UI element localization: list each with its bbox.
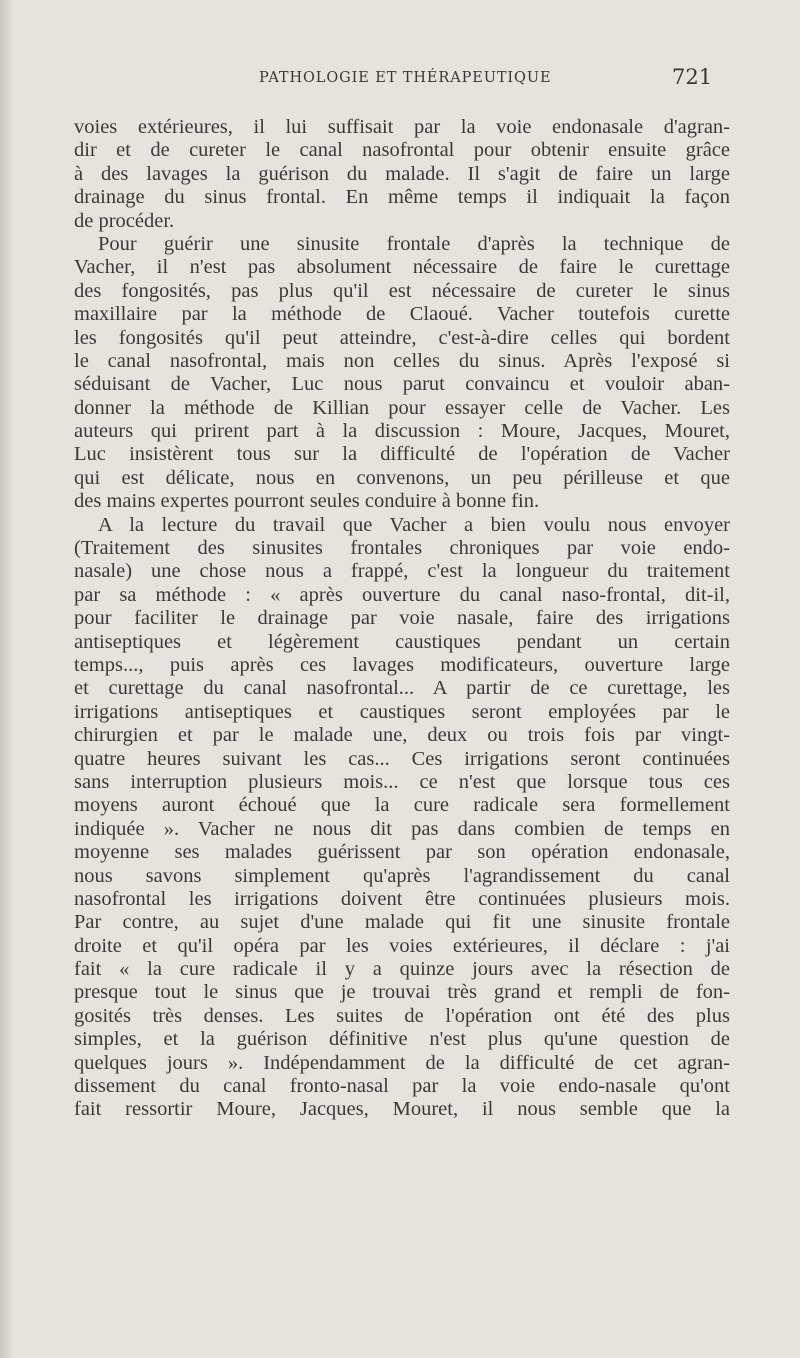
text-line: (Traitement des sinusites frontales chroniques par voie endo- xyxy=(74,537,730,560)
text-line: irrigations antiseptiques et caustiques seront employées par le xyxy=(74,700,730,723)
text-line: les fongosités qu'il peut atteindre, c'est-à-dire celles qui bordent xyxy=(74,326,730,349)
text-line: indiquée ». Vacher ne nous dit pas dans combien de temps en xyxy=(74,817,730,840)
text-line: antiseptiques et légèrement caustiques pendant un certain xyxy=(74,630,730,653)
text-line: donner la méthode de Killian pour essayer celle de Vacher. Les xyxy=(74,396,730,419)
text-line: chirurgien et par le malade une, deux ou trois fois par vingt- xyxy=(74,724,730,747)
text-line: Vacher, il n'est pas absolument nécessaire de faire le curettage xyxy=(74,256,730,279)
text-line: quelques jours ». Indépendamment de la difficulté de cet agran- xyxy=(74,1051,730,1074)
body-text xyxy=(74,116,730,1122)
text-line: le canal nasofrontal, mais non celles du sinus. Après l'exposé si xyxy=(74,349,730,372)
text-line: simples, et la guérison définitive n'est plus qu'une question de xyxy=(74,1028,730,1051)
text-line: qui est délicate, nous en convenons, un peu périlleuse et que xyxy=(74,466,730,489)
text-line: de procéder. xyxy=(74,209,175,232)
text-line: moyens auront échoué que la cure radicale sera formellement xyxy=(74,794,730,817)
page-gutter-shadow xyxy=(0,0,14,1358)
text-line: dir et de cureter le canal nasofrontal pour obtenir ensuite grâce xyxy=(74,139,730,162)
text-line: Pour guérir une sinusite frontale d'après la technique de xyxy=(98,232,730,255)
text-line: A la lecture du travail que Vacher a bien voulu nous envoyer xyxy=(98,513,730,536)
text-line: Luc insistèrent tous sur la difficulté de l'opération de Vacher xyxy=(74,443,730,466)
text-line: voies extérieures, il lui suffisait par la voie endonasale d'agran- xyxy=(74,116,730,138)
text-line: séduisant de Vacher, Luc nous parut convaincu et vouloir aban- xyxy=(74,373,730,396)
page-header xyxy=(0,62,800,98)
text-line: et curettage du canal nasofrontal... A partir de ce curettage, les xyxy=(74,677,730,700)
text-line: droite et qu'il opéra par les voies extérieures, il déclare : j'ai xyxy=(74,934,730,957)
text-line: presque tout le sinus que je trouvai très grand et rempli de fon- xyxy=(74,981,730,1004)
text-line: maxillaire par la méthode de Claoué. Vacher toutefois curette xyxy=(74,303,730,326)
text-line: à des lavages la guérison du malade. Il s'agit de faire un large xyxy=(74,162,730,185)
text-line: des fongosités, pas plus qu'il est nécessaire de cureter le sinus xyxy=(74,279,730,302)
text-line: moyenne ses malades guérissent par son opération endonasale, xyxy=(74,841,730,864)
text-line: fait « la cure radicale il y a quinze jours avec la résection de xyxy=(74,958,730,981)
text-line: temps..., puis après ces lavages modificateurs, ouverture large xyxy=(74,653,730,676)
text-line: nous savons simplement qu'après l'agrandissement du canal xyxy=(74,864,730,887)
text-line: nasale) une chose nous a frappé, c'est la longueur du traitement xyxy=(74,560,730,583)
text-line: nasofrontal les irrigations doivent être continuées plusieurs mois. xyxy=(74,887,730,910)
text-line: Par contre, au sujet d'une malade qui fit une sinusite frontale xyxy=(74,911,730,934)
text-line: dissement du canal fronto-nasal par la voie endo-nasale qu'ont xyxy=(74,1075,730,1098)
page-number: 721 xyxy=(672,65,713,89)
text-line: fait ressortir Moure, Jacques, Mouret, il nous semble que la xyxy=(74,1098,730,1121)
text-line: quatre heures suivant les cas... Ces irrigations seront continuées xyxy=(74,747,730,770)
running-head: PATHOLOGIE ET THÉRAPEUTIQUE xyxy=(259,70,552,86)
text-line: par sa méthode : « après ouverture du canal naso-frontal, dit-il, xyxy=(74,583,730,606)
text-line: gosités très denses. Les suites de l'opération ont été des plus xyxy=(74,1004,730,1027)
text-line: sans interruption plusieurs mois... ce n'est que lorsque tous ces xyxy=(74,770,730,793)
text-line: drainage du sinus frontal. En même temps il indiquait la façon xyxy=(74,186,730,209)
text-line: pour faciliter le drainage par voie nasale, faire des irrigations xyxy=(74,607,730,630)
text-line: auteurs qui prirent part à la discussion : Moure, Jacques, Mouret, xyxy=(74,420,730,443)
text-line: des mains expertes pourront seules conduire à bonne fin. xyxy=(74,490,540,513)
